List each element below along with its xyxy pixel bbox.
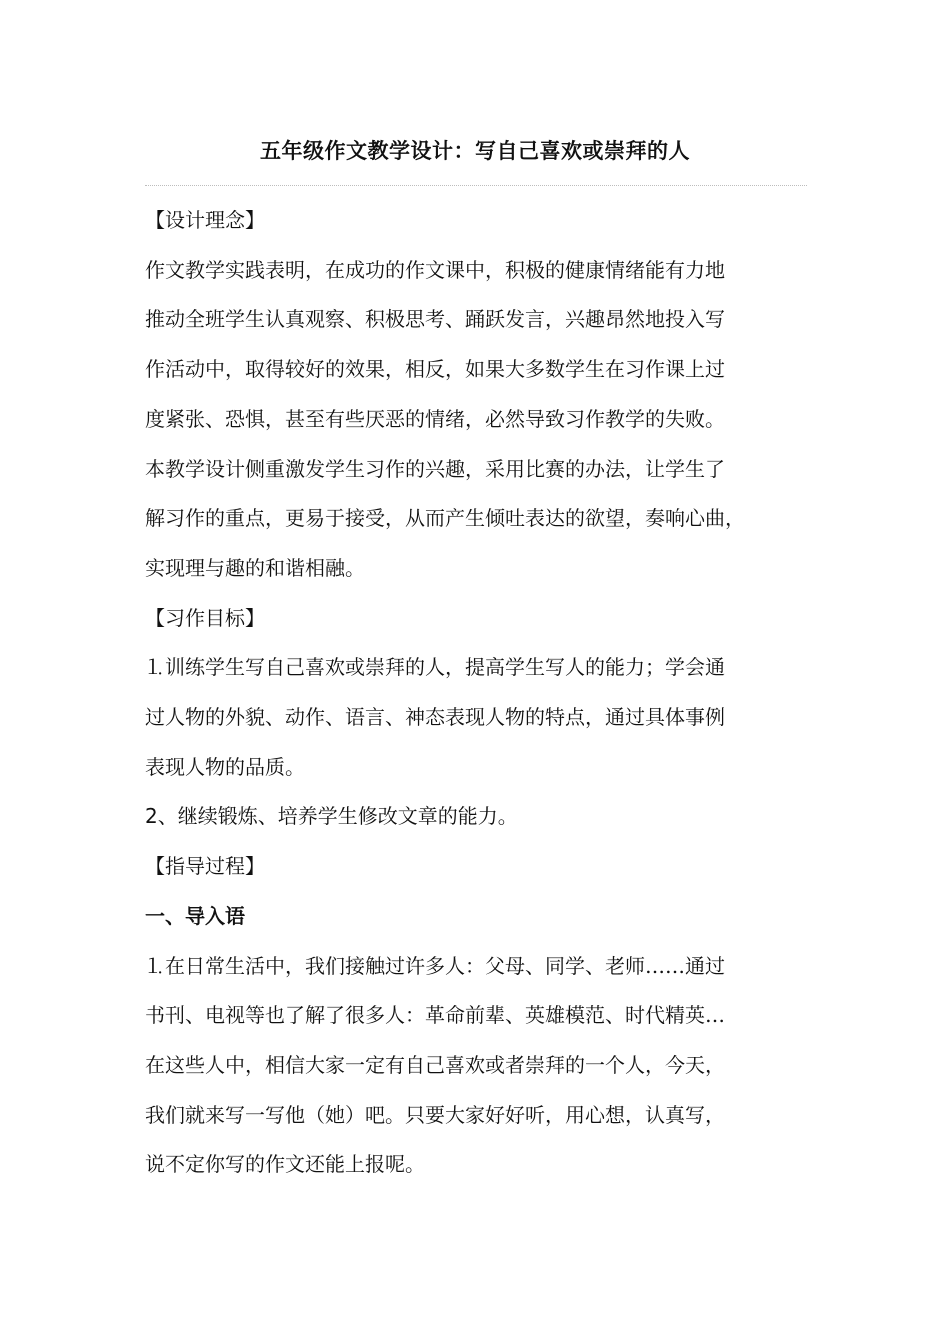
intro-line: 说不定你写的作文还能上报呢。	[145, 1152, 425, 1177]
section-heading-design-concept: 【设计理念】	[145, 208, 265, 232]
subheading-introduction: 一、导入语	[145, 903, 245, 928]
intro-line: 在这些人中，相信大家一定有自己喜欢或者崇拜的一个人，今天，	[145, 1052, 725, 1077]
document-body	[145, 196, 835, 1190]
document-title: 五年级作文教学设计：写自己喜欢或崇拜的人	[260, 138, 690, 163]
paragraph-line: 实现理与趣的和谐相融。	[145, 555, 365, 580]
goal-line: ⒈训练学生写自己喜欢或崇拜的人，提高学生写人的能力；学会通	[145, 655, 725, 680]
paragraph-line: 本教学设计侧重激发学生习作的兴趣，采用比赛的办法，让学生了	[145, 456, 725, 481]
paragraph-line: 作文教学实践表明，在成功的作文课中，积极的健康情绪能有力地	[145, 257, 725, 282]
intro-line: 我们就来写一写他（她）吧。只要大家好好听，用心想，认真写，	[145, 1102, 725, 1127]
paragraph-line: 度紧张、恐惧，甚至有些厌恶的情绪，必然导致习作教学的失败。	[145, 406, 725, 431]
goal-line: 表现人物的品质。	[145, 754, 305, 779]
goal-line: 2、继续锻炼、培养学生修改文章的能力。	[145, 804, 518, 829]
intro-line: 书刊、电视等也了解了很多人：革命前辈、英雄模范、时代精英…	[145, 1003, 725, 1028]
title-divider	[145, 185, 807, 186]
paragraph-line: 推动全班学生认真观察、积极思考、踊跃发言，兴趣昂然地投入写	[145, 307, 725, 332]
section-heading-writing-goals: 【习作目标】	[145, 605, 265, 630]
section-heading-guidance-process: 【指导过程】	[145, 854, 265, 879]
goal-line: 过人物的外貌、动作、语言、神态表现人物的特点，通过具体事例	[145, 705, 725, 730]
intro-line: ⒈在日常生活中，我们接触过许多人：父母、同学、老师……通过	[145, 953, 725, 978]
paragraph-line: 作活动中，取得较好的效果，相反，如果大多数学生在习作课上过	[145, 357, 725, 382]
paragraph-line: 解习作的重点，更易于接受，从而产生倾吐表达的欲望，奏响心曲，	[145, 506, 745, 531]
